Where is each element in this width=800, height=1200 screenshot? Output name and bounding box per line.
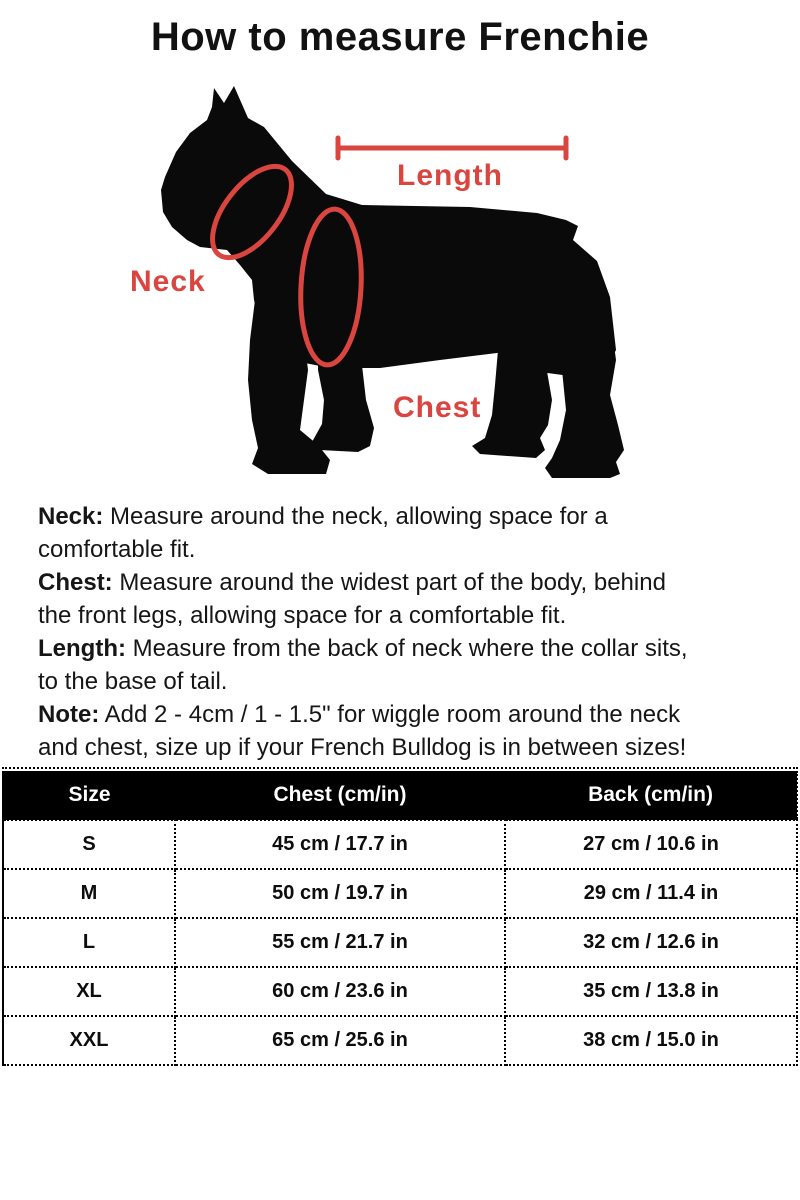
chest-label: Chest xyxy=(393,391,482,424)
measuring-instructions xyxy=(38,500,783,764)
table-row-m xyxy=(3,869,797,918)
back-cell: 35 cm / 13.8 in xyxy=(505,967,797,1016)
chest-cell: 45 cm / 17.7 in xyxy=(175,820,505,869)
column-header-back: Back (cm/in) xyxy=(505,771,797,820)
size-cell: XXL xyxy=(3,1016,175,1065)
chest-cell: 60 cm / 23.6 in xyxy=(175,967,505,1016)
measurement-diagram xyxy=(0,75,800,500)
note-line xyxy=(38,665,783,698)
dog-hind-leg xyxy=(472,350,552,458)
size-chart-header-row xyxy=(3,771,797,820)
size-cell: S xyxy=(3,820,175,869)
back-cell: 32 cm / 12.6 in xyxy=(505,918,797,967)
size-chart-table xyxy=(2,771,798,1066)
column-header-size: Size xyxy=(3,771,175,820)
note-text: comfortable fit. xyxy=(38,536,196,563)
column-header-chest: Chest (cm/in) xyxy=(175,771,505,820)
note-label: Chest: xyxy=(38,569,113,596)
note-line-chest xyxy=(38,566,783,599)
back-cell: 27 cm / 10.6 in xyxy=(505,820,797,869)
neck-label: Neck xyxy=(130,265,206,298)
size-cell: XL xyxy=(3,967,175,1016)
note-label: Note: xyxy=(38,701,100,728)
frenchie-diagram-svg xyxy=(0,75,800,500)
chest-cell: 65 cm / 25.6 in xyxy=(175,1016,505,1065)
note-text: and chest, size up if your French Bulldog is in between sizes! xyxy=(38,734,687,761)
size-chart-wrap xyxy=(2,767,798,1066)
note-text: Measure from the back of neck where the collar sits, xyxy=(125,635,688,662)
size-cell: L xyxy=(3,918,175,967)
table-row-xl xyxy=(3,967,797,1016)
note-label: Neck: xyxy=(38,503,104,530)
length-label: Length xyxy=(397,159,503,192)
note-label: Length: xyxy=(38,635,126,662)
back-cell: 38 cm / 15.0 in xyxy=(505,1016,797,1065)
note-text: Measure around the neck, allowing space for a xyxy=(103,503,608,530)
note-text: Measure around the widest part of the body, behind xyxy=(112,569,666,596)
note-text: Add 2 - 4cm / 1 - 1.5" for wiggle room around the neck xyxy=(99,701,681,728)
note-text: the front legs, allowing space for a comfortable fit. xyxy=(38,602,567,629)
chest-cell: 55 cm / 21.7 in xyxy=(175,918,505,967)
page-title: How to measure Frenchie xyxy=(150,15,650,59)
chest-cell: 50 cm / 19.7 in xyxy=(175,869,505,918)
header xyxy=(0,0,800,75)
table-row-xxl xyxy=(3,1016,797,1065)
note-line xyxy=(38,533,783,566)
back-cell: 29 cm / 11.4 in xyxy=(505,869,797,918)
note-line xyxy=(38,599,783,632)
note-line-neck xyxy=(38,500,783,533)
size-cell: M xyxy=(3,869,175,918)
note-line-length xyxy=(38,632,783,665)
note-line-note xyxy=(38,698,783,731)
dog-body xyxy=(161,86,616,380)
note-line xyxy=(38,731,783,764)
table-row-l xyxy=(3,918,797,967)
note-text: to the base of tail. xyxy=(38,668,228,695)
table-row-s xyxy=(3,820,797,869)
